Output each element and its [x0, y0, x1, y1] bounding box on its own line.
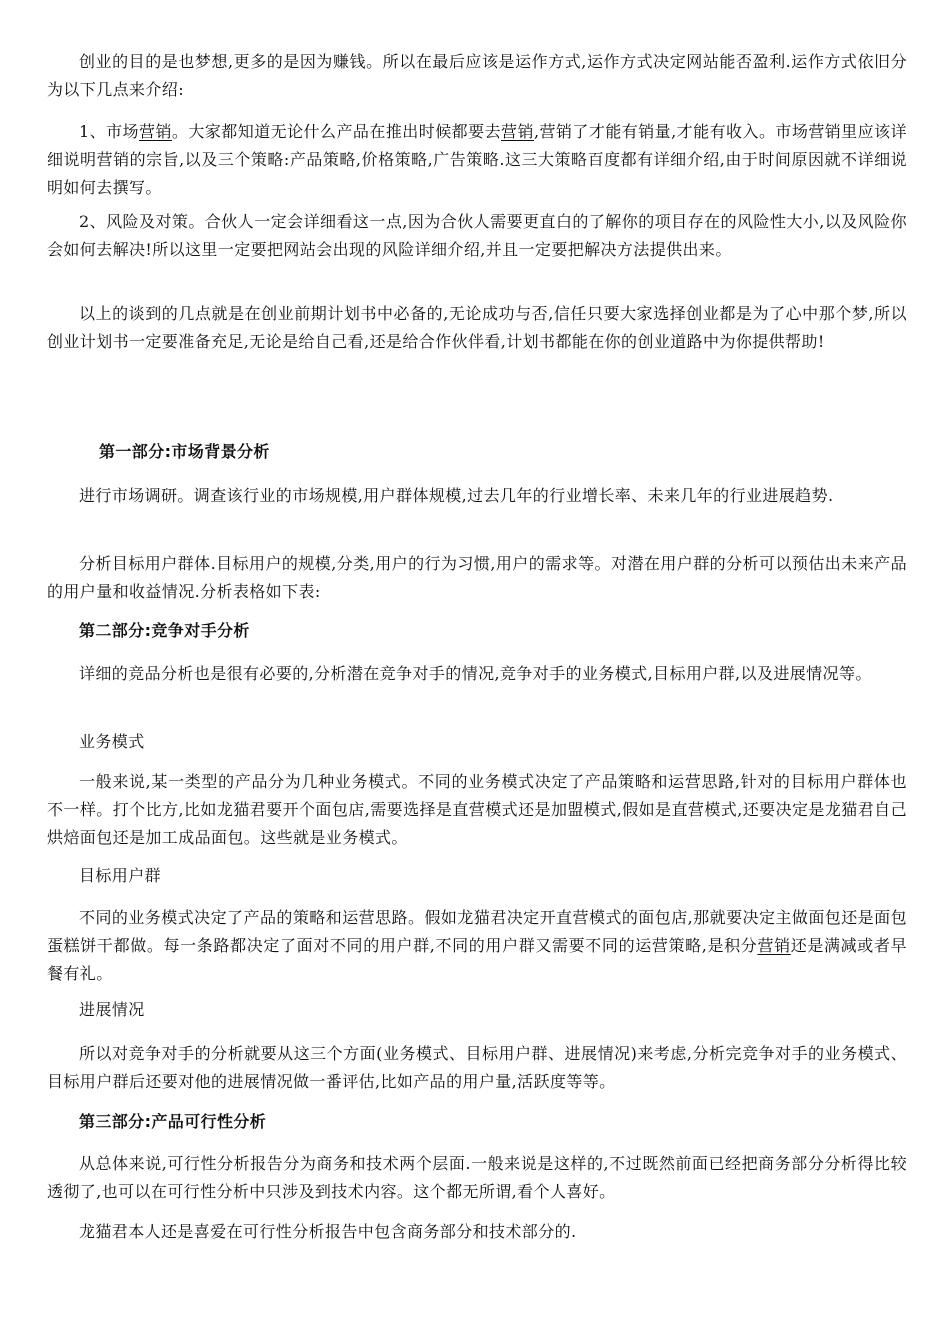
- intro-paragraph-1: 创业的目的是也梦想,更多的是因为赚钱。所以在最后应该是运作方式,运作方式决定网站能否盈利.运作方式依旧分为以下几点来介绍:: [47, 52, 907, 99]
- part3-paragraph-2: 龙猫君本人还是喜爱在可行性分析报告中包含商务部分和技术部分的.: [79, 1222, 577, 1241]
- intro-paragraph-risk: 2、风险及对策。合伙人一定会详细看这一点,因为合伙人需要更直白的了解你的项目存在的风险性大小,以及风险你会如何去解决!所以这里一定要把网站会出现的风险详细介绍,并且一定要把解决方法提供出来。: [47, 212, 907, 259]
- target-users-prefix: 不同的业务模式决定了产品的策略和运营思路。假如龙猫君决定开直营模式的面包店,那就要决定主做面包还是面包蛋糕饼干都做。每一条路都决定了面对不同的用户群,不同的用户群又需要不同的运营策略,是积分: [47, 908, 907, 955]
- part3-paragraph-1: 从总体来说,可行性分析报告分为商务和技术两个层面.一般来说是这样的,不过既然前面已经把商务部分分析得比较透彻了,也可以在可行性分析中只涉及到技术内容。这个都无所谓,看个人喜好。: [47, 1154, 907, 1201]
- part2-paragraph-business-model: 一般来说,某一类型的产品分为几种业务模式。不同的业务模式决定了产品策略和运营思路,针对的目标用户群体也不一样。打个比方,比如龙猫君要开个面包店,需要选择是直营模式还是加盟模式,假如是直营模式,还要决定是龙猫君自己烘焙面包还是加工成品面包。这些就是业务模式。: [47, 772, 907, 847]
- part2-heading: 第二部分:竞争对手分析: [79, 621, 250, 640]
- marketing-link-1[interactable]: 营销: [139, 122, 172, 141]
- subheading-progress: 进展情况: [79, 1000, 145, 1019]
- marketing-suffix: ,营销了才能有销量,才能有收入。市场营销里应该详细说明营销的宗旨,以及三个策略:产品策略,价格策略,广告策略.这三大策略百度都有详细介绍,由于时间原因就不详细说明如何去撰写。: [47, 122, 907, 197]
- subheading-business-model: 业务模式: [79, 732, 145, 751]
- marketing-link-2[interactable]: 营销: [501, 122, 534, 141]
- target-users-suffix: 还是满减或者早餐有礼。: [47, 936, 907, 983]
- subheading-target-users: 目标用户群: [79, 866, 162, 885]
- part1-paragraph-2: 分析目标用户群体.目标用户的规模,分类,用户的行为习惯,用户的需求等。对潜在用户群的分析可以预估出未来产品的用户量和收益情况.分析表格如下表:: [47, 554, 907, 601]
- marketing-mid: 。大家都知道无论什么产品在推出时候都要去: [171, 122, 502, 141]
- marketing-prefix: 1、市场: [79, 122, 139, 141]
- marketing-link-3[interactable]: 营销: [757, 936, 791, 955]
- intro-paragraph-summary: 以上的谈到的几点就是在创业前期计划书中必备的,无论成功与否,信任只要大家选择创业都是为了心中那个梦,所以创业计划书一定要准备充足,无论是给自己看,还是给合作伙伴看,计划书都能在你的创业道路中为你提供帮助!: [47, 304, 907, 351]
- part3-heading: 第三部分:产品可行性分析: [79, 1112, 267, 1131]
- part2-paragraph-1: 详细的竞品分析也是很有必要的,分析潜在竞争对手的情况,竞争对手的业务模式,目标用户群,以及进展情况等。: [79, 664, 872, 683]
- part1-paragraph-1: 进行市场调研。调查该行业的市场规模,用户群体规模,过去几年的行业增长率、未来几年的行业进展趋势.: [79, 486, 834, 505]
- intro-paragraph-marketing: [47, 118, 907, 202]
- part1-heading: 第一部分:市场背景分析: [99, 442, 270, 461]
- part2-paragraph-target-users: [47, 904, 907, 988]
- part2-paragraph-progress: 所以对竞争对手的分析就要从这三个方面(业务模式、目标用户群、进展情况)来考虑,分析完竞争对手的业务模式、目标用户群后还要对他的进展情况做一番评估,比如产品的用户量,活跃度等等。: [47, 1044, 907, 1091]
